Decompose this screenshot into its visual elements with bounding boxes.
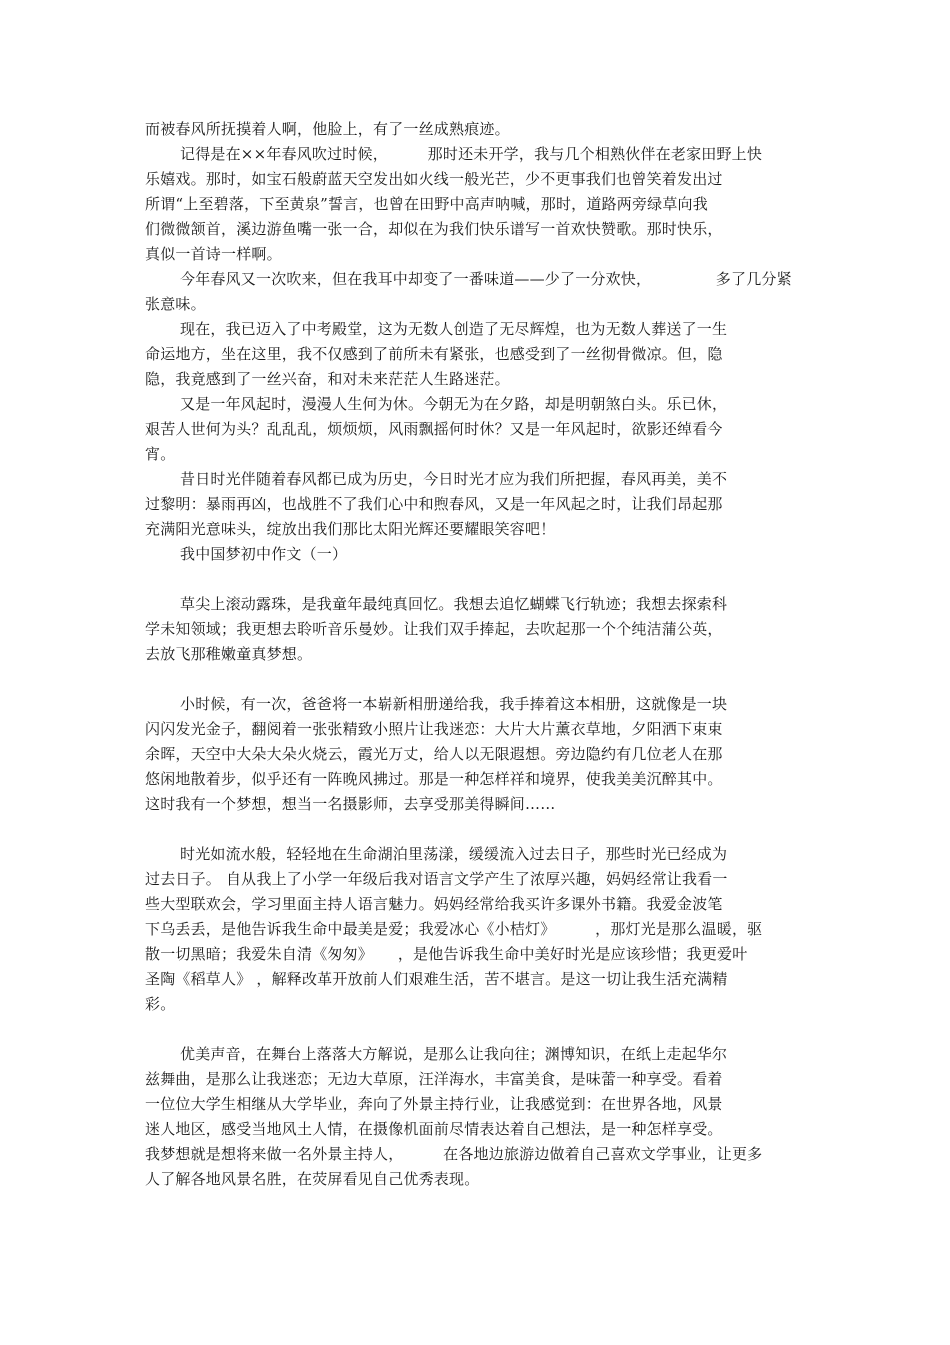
text-line: 命运地方，坐在这里，我不仅感到了前所未有紧张，也感受到了一丝彻骨微凉。但，隐 [145, 345, 723, 363]
text-line: 草尖上滚动露珠，是我童年最纯真回忆。我想去追忆蝴蝶飞行轨迹；我想去探索科 [180, 595, 728, 613]
text-line: 圣陶《稻草人》 ，解释改革开放前人们艰难生活，苦不堪言。是这一切让我生活充满精 [145, 970, 728, 988]
text-line: 过黎明：暴雨再凶，也战胜不了我们心中和煦春风，又是一年风起之时，让我们昂起那 [145, 495, 723, 513]
text-line: 张意味。 [145, 295, 206, 313]
text-line: 彩。 [145, 995, 176, 1013]
text-line: 又是一年风起时，漫漫人生何为休。今朝无为在夕路，却是明朝煞白头。乐已休， [180, 395, 728, 413]
text-line: 宵。 [145, 445, 176, 463]
text-line: 去放飞那稚嫩童真梦想。 [145, 645, 313, 663]
text-line: 真似一首诗一样啊。 [145, 245, 282, 263]
text-line: 隐，我竟感到了一丝兴奋，和对未来茫茫人生路迷茫。 [145, 370, 510, 388]
text-line: 人了解各地风景名胜，在荧屏看见自己优秀表现。 [145, 1170, 480, 1188]
text-line: 一位位大学生相继从大学毕业，奔向了外景主持行业，让我感觉到：在世界各地，风景 [145, 1095, 723, 1113]
text-line: 这时我有一个梦想，想当一名摄影师，去享受那美得瞬间…… [145, 795, 556, 813]
text-line: 悠闲地散着步，似乎还有一阵晚风拂过。那是一种怎样祥和境界，使我美美沉醉其中。 [145, 770, 723, 788]
text-line: 迷人地区，感受当地风土人情，在摄像机面前尽情表达着自己想法，是一种怎样享受。 [145, 1120, 723, 1138]
text-line: 兹舞曲，是那么让我迷恋；无边大草原，汪洋海水，丰富美食，是味蕾一种享受。看着 [145, 1070, 723, 1088]
text-line: 们微微颔首，溪边游鱼嘴一张一合，却似在为我们快乐谱写一首欢快赞歌。那时快乐， [145, 220, 723, 238]
text-line: 小时候，有一次，爸爸将一本崭新相册递给我，我手捧着这本相册，这就像是一块 [180, 695, 728, 713]
text-line: 散一切黑暗；我爱朱自清《匆匆》 ，是他告诉我生命中美好时光是应该珍惜；我更爱叶 [145, 945, 748, 963]
text-line: 些大型联欢会，学习里面主持人语言魅力。妈妈经常给我买许多课外书籍。我爱金波笔 [145, 895, 723, 913]
text-line: 我梦想就是想将来做一名外景主持人， 在各地边旅游边做着自己喜欢文学事业，让更多 [145, 1145, 763, 1163]
text-line: 艰苦人世何为头？乱乱乱，烦烦烦，风雨飘摇何时休？又是一年风起时，欲影还绰看今 [145, 420, 723, 438]
section-title: 我中国梦初中作文（一） [180, 545, 348, 563]
text-line: 乐嬉戏。那时，如宝石般蔚蓝天空发出如火线一般光芒，少不更事我们也曾笑着发出过 [145, 170, 723, 188]
text-line: 充满阳光意味头，绽放出我们那比太阳光辉还要耀眼笑容吧！ [145, 520, 556, 538]
text-line: 学未知领域；我更想去聆听音乐曼妙。让我们双手捧起，去吹起那一个个纯洁蒲公英， [145, 620, 723, 638]
text-line: 闪闪发光金子，翻阅着一张张精致小照片让我迷恋：大片大片薰衣草地，夕阳洒下束束 [145, 720, 723, 738]
text-line: 现在，我已迈入了中考殿堂，这为无数人创造了无尽辉煌，也为无数人葬送了一生 [180, 320, 728, 338]
text-line: 下乌丢丢，是他告诉我生命中最美是爱；我爱冰心《小桔灯》 ，那灯光是那么温暖，驱 [145, 920, 763, 938]
text-line: 今年春风又一次吹来，但在我耳中却变了一番味道——少了一分欢快， 多了几分紧 [180, 270, 792, 288]
text-line: 记得是在××年春风吹过时候， 那时还未开学，我与几个相熟伙伴在老家田野上快 [180, 145, 763, 163]
text-line: 过去日子。 自从我上了小学一年级后我对语言文学产生了浓厚兴趣，妈妈经常让我看一 [145, 870, 728, 888]
text-line: 余晖，天空中大朵大朵火烧云，霞光万丈，给人以无限遐想。旁边隐约有几位老人在那 [145, 745, 723, 763]
text-line: 而被春风所抚摸着人啊，他脸上，有了一丝成熟痕迹。 [145, 120, 510, 138]
text-line: 所谓“上至碧落，下至黄泉”誓言，也曾在田野中高声呐喊，那时，道路两旁绿草向我 [145, 195, 708, 213]
text-line: 时光如流水般，轻轻地在生命湖泊里荡漾，缓缓流入过去日子，那些时光已经成为 [180, 845, 728, 863]
text-line: 昔日时光伴随着春风都已成为历史，今日时光才应为我们所把握，春风再美，美不 [180, 470, 728, 488]
text-line: 优美声音，在舞台上落落大方解说，是那么让我向往；渊博知识，在纸上走起华尔 [180, 1045, 728, 1063]
